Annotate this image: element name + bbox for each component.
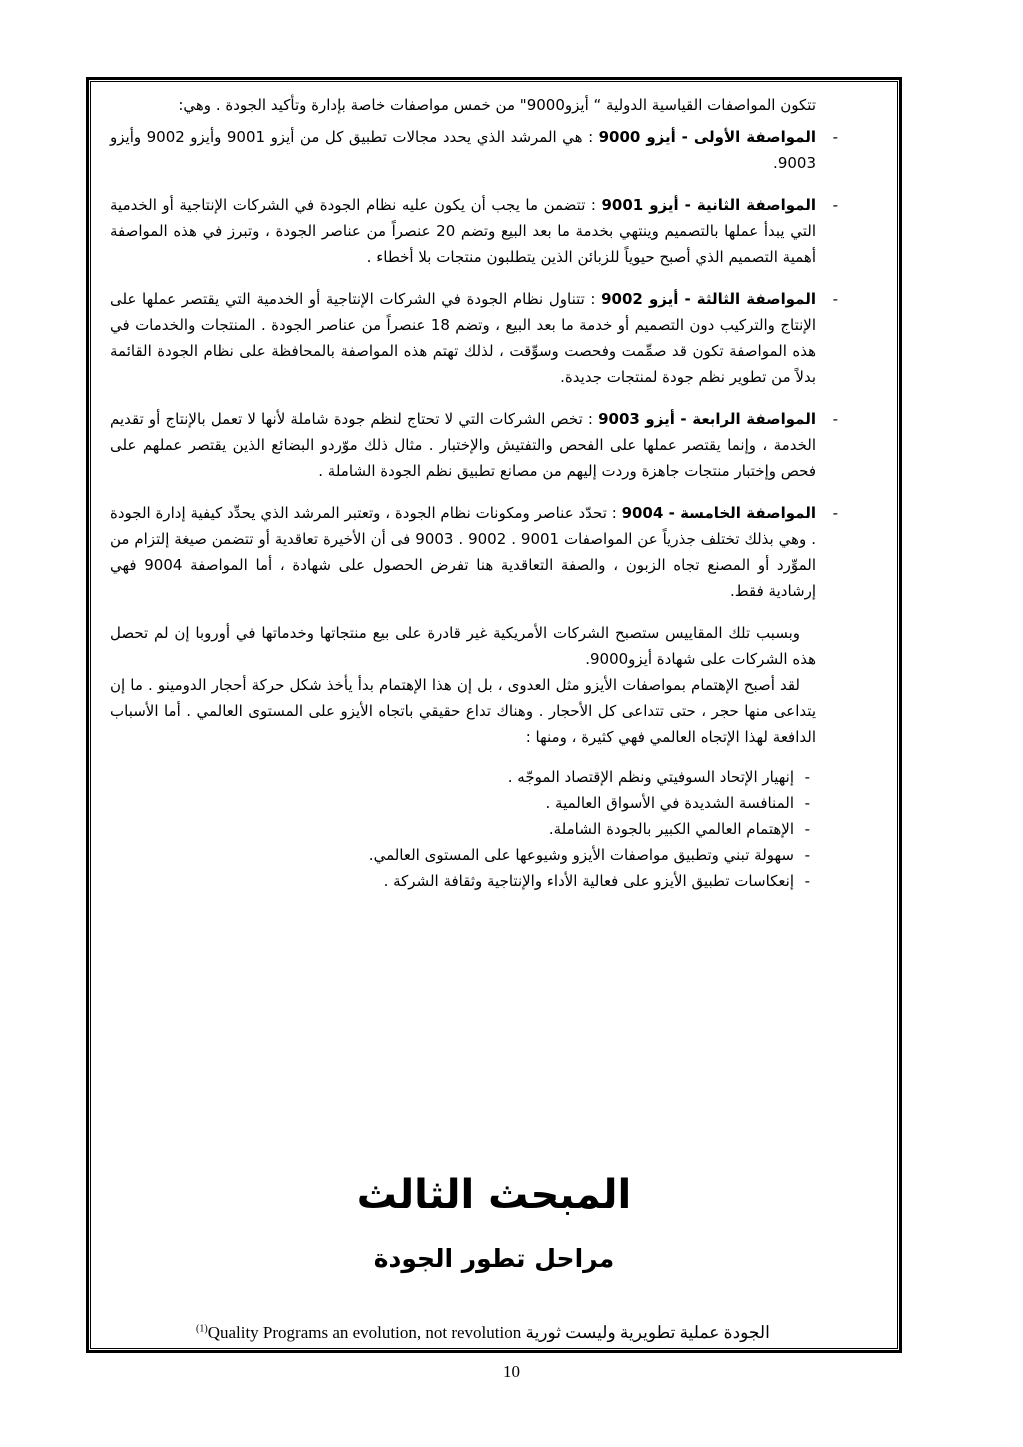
reasons-list — [110, 764, 816, 894]
spec-text: : تتضمن ما يجب أن يكون عليه نظام الجودة في الشركات الإنتاجية أو الخدمية التي يبدأ عملها بالتصميم وينتهي بخدمة ما بعد البيع وتضم 20 عنصراً من عناصر الجودة ، وتبرز في هذه المواصفة أهمية التصميم الذي أصبح حيوياً للزبائن الذين يتطلبون منتجات بلا أخطاء . — [110, 196, 816, 266]
spec-item — [110, 124, 838, 176]
spec-text: : تحدّد عناصر ومكونات نظام الجودة ، وتعتبر المرشد الذي يحدِّد كيفية إدارة الجودة . وهي بذلك تختلف جذرياً عن المواصفات 9001 . 9002 . 9003 فى أن الأخيرة تعاقدية أو تتضمن صيغة إلتزام من الموِّرد أو المصنع تجاه الزبون ، والصفة التعاقدية هنا تفرض الحصول على شهادة ، أما المواصفة 9004 فهي إرشادية فقط. — [110, 504, 816, 600]
reason-dash: - — [804, 794, 810, 812]
reason-item — [110, 842, 816, 868]
spec-text: : تخص الشركات التي لا تحتاج لنظم جودة شاملة لأنها لا تعمل بالإنتاج أو تقديم الخدمة ، وإنما يقتصر عملها على الفحص والتفتيش والإختبار . مثال ذلك موّردو البضائع الذين يقتصر عملهم على فحص وإختبار منتجات جاهزة وردت إليهم من مصانع تطبيق نظم الجودة الشاملة . — [110, 410, 816, 480]
spec-item — [110, 286, 838, 390]
spec-dash: - — [832, 196, 838, 214]
spec-dash: - — [832, 128, 838, 146]
spec-dash: - — [832, 290, 838, 308]
footnote-english: Quality Programs an evolution, not revolution — [207, 1323, 522, 1342]
footnote — [196, 1323, 770, 1343]
reason-dash: - — [804, 768, 810, 786]
footnote-marker: (1) — [196, 1323, 208, 1335]
spec-title: المواصفة الثالثة - أيزو 9002 — [601, 290, 816, 308]
reason-dash: - — [804, 846, 810, 864]
paragraph-america — [110, 620, 816, 672]
intro-paragraph: تتكون المواصفات القياسية الدولية “ أيزو9000" من خمس مواصفات خاصة بإدارة وتأكيد الجودة . وهي: — [178, 96, 816, 114]
reason-item — [110, 816, 816, 842]
section-heading: المبحث الثالث — [356, 1172, 632, 1218]
spec-item — [110, 192, 838, 270]
reason-text: إنعكاسات تطبيق الأيزو على فعالية الأداء والإنتاجية وثقافة الشركة . — [383, 872, 794, 890]
reason-text: المنافسة الشديدة في الأسواق العالمية . — [545, 794, 794, 812]
document-body — [110, 92, 838, 894]
reason-dash: - — [804, 872, 810, 890]
spec-title: المواصفة الأولى - أيزو 9000 — [598, 128, 817, 146]
reason-item — [110, 868, 816, 894]
spec-item — [110, 406, 838, 484]
paragraph-domino-text: لقد أصبح الإهتمام بمواصفات الأيزو مثل العدوى ، بل إن هذا الإهتمام بدأ يأخذ شكل حركة أحجار الدومينو . ما إن يتداعى منها حجر ، حتى تتداعى كل الأحجار . وهناك تداع حقيقي باتجاه الأيزو على المستوى العالمي . أما الأسباب الدافعة لهذا الإتجاه العالمي فهي كثيرة ، ومنها : — [110, 676, 816, 746]
paragraph-america-text: وبسبب تلك المقاييس ستصبح الشركات الأمريكية غير قادرة على بيع منتجاتها وخدماتها في أوروبا إن لم تحصل هذه الشركات على شهادة أيزو9000. — [110, 624, 816, 668]
reason-item — [110, 790, 816, 816]
footnote-arabic: الجودة عملية تطويرية وليست ثورية — [525, 1323, 770, 1342]
reason-dash: - — [804, 820, 810, 838]
spec-text: : هي المرشد الذي يحدد مجالات تطبيق كل من أيزو 9001 وأيزو 9002 وأيزو 9003. — [110, 128, 816, 172]
page-number: 10 — [503, 1362, 520, 1381]
reason-text: سهولة تبني وتطبيق مواصفات الأيزو وشيوعها على المستوى العالمي. — [368, 846, 794, 864]
reason-item — [110, 764, 816, 790]
spec-title: المواصفة الثانية - أيزو 9001 — [601, 196, 816, 214]
spec-item — [110, 500, 838, 604]
paragraph-domino — [110, 672, 816, 750]
spec-dash: - — [832, 504, 838, 522]
spec-dash: - — [832, 410, 838, 428]
specs-list — [110, 124, 838, 604]
reason-text: إنهيار الإتحاد السوفيتي ونظم الإقتصاد الموجّه . — [507, 768, 794, 786]
spec-title: المواصفة الخامسة - 9004 — [621, 504, 816, 522]
section-subheading: مراحل تطور الجودة — [373, 1244, 615, 1273]
spec-text: : تتناول نظام الجودة في الشركات الإنتاجية أو الخدمية التي يقتصر عملها على الإنتاج والتركيب دون التصميم أو خدمة ما بعد البيع ، وتضم 18 عنصراً من عناصر الجودة . المنتجات والخدمات في هذه المواصفة تكون قد صمِّمت وفحصت وسوِّقت ، لذلك تهتم هذه المواصفة بالمحافظة على نظام الجودة القائمة بدلاً من تطوير نظم جودة لمنتجات جديدة. — [110, 290, 816, 386]
reason-text: الإهتمام العالمي الكبير بالجودة الشاملة. — [548, 820, 794, 838]
spec-title: المواصفة الرابعة - أيزو 9003 — [598, 410, 817, 428]
